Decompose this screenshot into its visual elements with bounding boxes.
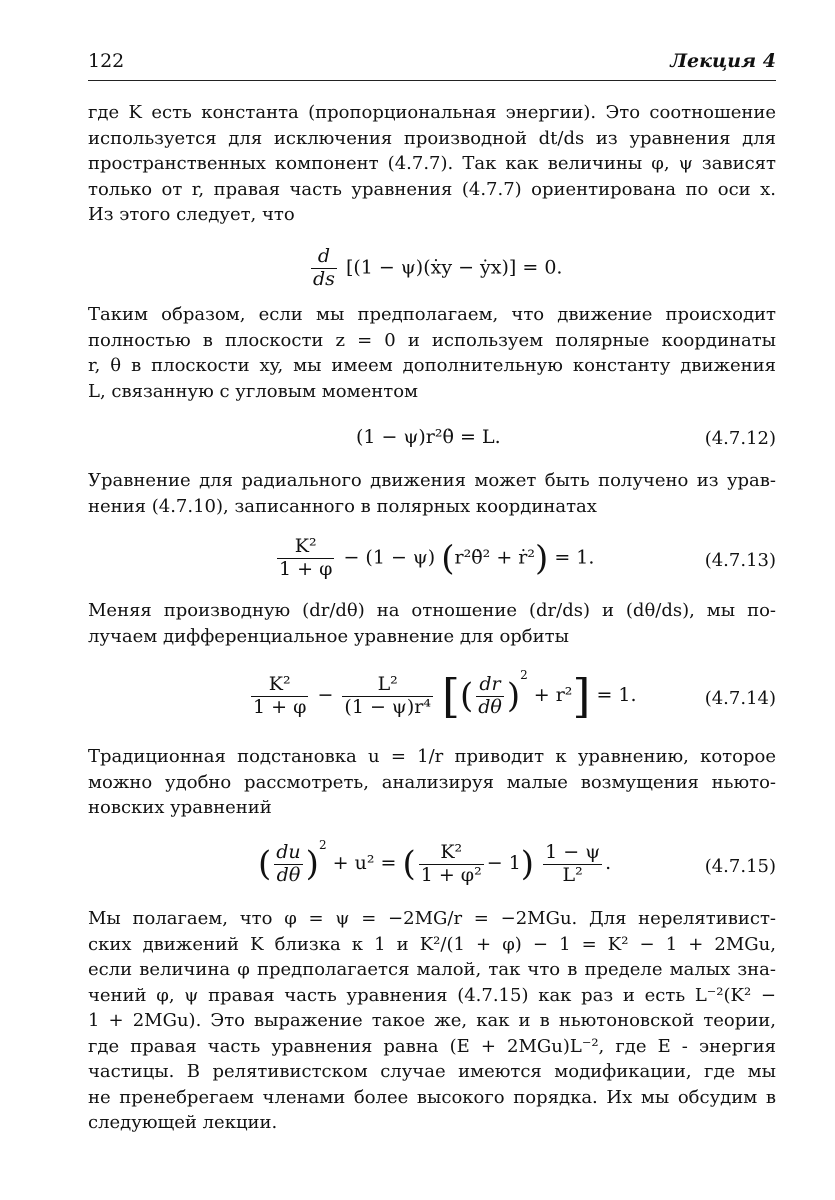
text-line: можно удобно рассмотреть, анализируя малые возмущения ньюто- <box>88 771 776 793</box>
text-line: 1 + 2MGu). Это выражение такое же, как и в ньютоновской теории, <box>88 1010 776 1031</box>
header-rule <box>88 80 776 81</box>
paragraph-6 <box>88 906 776 1136</box>
right-paren: ) <box>506 676 521 716</box>
fraction-denominator: 1 + φ <box>253 695 307 718</box>
equation-body <box>248 668 637 723</box>
fraction-denominator: dθ <box>274 864 302 887</box>
text-line: следующей лекции. <box>88 1112 278 1133</box>
text-line: где правая часть уравнения равна (E + 2MGu)L⁻², где E - энергия <box>88 1035 776 1057</box>
text-line: новских уравнений <box>88 797 272 818</box>
equation-body <box>274 536 594 581</box>
paragraph-2 <box>88 302 776 404</box>
equation-body <box>308 246 562 291</box>
paragraph-5 <box>88 744 776 821</box>
text-line: если величина φ предполагается малой, так что в пределе малых зна- <box>88 959 776 980</box>
text-line: не пренебрегаем членами более высокого порядка. Их мы обсудим в <box>88 1086 776 1108</box>
text-line: Уравнение для радиального движения может быть получено из урав- <box>88 470 776 491</box>
left-paren: ( <box>402 844 416 884</box>
equation-rhs: = 1. <box>596 684 637 706</box>
text-line: нения (4.7.10), записанного в полярных координатах <box>88 495 597 517</box>
page-number: 122 <box>88 50 125 72</box>
fraction-denominator: (1 − ψ)r⁴ <box>344 695 431 718</box>
fraction-k <box>419 842 484 887</box>
running-title: Лекция 4 <box>670 50 776 72</box>
text-line: пространственных компонент (4.7.7). Так как величины φ, ψ зависят <box>88 153 776 174</box>
fraction-numerator: 1 − ψ <box>545 840 601 863</box>
text-line: Меняя производную (dr/dθ) на отношение (dr/ds) и (dθ/ds), мы по- <box>88 600 776 621</box>
fraction-denominator: ds <box>313 267 335 290</box>
minus-sign: − <box>317 684 334 706</box>
equation-middle: − (1 − ψ) <box>343 546 436 569</box>
paragraph-4 <box>88 598 776 649</box>
text-line: частицы. В релятивистском случае имеются модификации, где мы <box>88 1061 776 1082</box>
fraction-du-dtheta <box>274 842 302 887</box>
equation-number: (4.7.15) <box>704 856 776 877</box>
equation-body: (1 − ψ)r²θ̇ = L. <box>356 426 501 448</box>
fraction-2 <box>342 674 433 719</box>
fraction-denominator: 1 + φ² <box>420 863 482 886</box>
equation-4-7-15 <box>88 836 776 902</box>
equation-rest: [(1 − ψ)(ẋy − ẏx)] = 0. <box>345 256 563 279</box>
fraction-numerator: dr <box>479 672 501 695</box>
equation-number: (4.7.14) <box>704 688 776 709</box>
paragraph-1 <box>88 100 776 228</box>
text-line: Таким образом, если мы предполагаем, что движение происходит <box>88 304 776 325</box>
fraction-rhs <box>543 842 602 887</box>
text-line: полностью в плоскости z = 0 и используем полярные координаты <box>88 329 776 351</box>
text-line: только от r, правая часть уравнения (4.7.7) ориентирована по оси x. <box>88 178 776 200</box>
text-line: Мы полагаем, что φ = ψ = −2MG/r = −2MGu. Для нерелятивист- <box>88 908 776 929</box>
text-line: используется для исключения производной dt/ds из уравнения для <box>88 127 776 149</box>
text-line: чений φ, ψ правая часть уравнения (4.7.15) как раз и есть L⁻²(K² − <box>88 984 776 1006</box>
left-paren: ( <box>258 844 272 884</box>
equation-number: (4.7.12) <box>704 428 776 449</box>
fraction-denominator: 1 + φ <box>279 557 333 580</box>
fraction-dr-dtheta <box>476 674 504 719</box>
fraction-numerator: K² <box>268 672 291 695</box>
equation-rhs: = 1. <box>554 546 595 569</box>
equation-unnumbered <box>88 246 776 298</box>
fraction <box>277 536 334 581</box>
right-paren: ) <box>305 844 319 884</box>
text-line: L, связанную с угловым моментом <box>88 380 419 402</box>
left-bracket: [ <box>441 669 460 723</box>
fraction-1 <box>251 674 308 719</box>
fraction-d-ds <box>311 246 337 291</box>
exponent: 2 <box>520 668 528 682</box>
equation-4-7-13 <box>88 534 776 592</box>
equation-4-7-14 <box>88 664 776 736</box>
equation-4-7-12 <box>88 426 776 456</box>
equation-inner: r²θ̇² + ṙ² <box>454 546 535 569</box>
equation-body <box>258 838 611 886</box>
text-line: где K есть константа (пропорциональная энергии). Это соотношение <box>88 102 776 123</box>
text-line: лучаем дифференциальное уравнение для орбиты <box>88 625 569 647</box>
text-line: Традиционная подстановка u = 1/r приводит к уравнению, которое <box>88 746 776 767</box>
text-line: ских движений K близка к 1 и K²/(1 + φ) − 1 = K² − 1 + 2MGu, <box>88 933 776 955</box>
fraction-numerator: du <box>276 840 301 863</box>
right-bracket: ] <box>572 669 591 723</box>
fraction-numerator: K² <box>294 535 317 557</box>
left-paren: ( <box>441 538 455 579</box>
fraction-numerator: d <box>317 245 331 267</box>
right-paren: ) <box>535 538 549 579</box>
equation-end: . <box>605 852 612 874</box>
equation-number: (4.7.13) <box>704 550 776 571</box>
left-paren: ( <box>459 676 474 716</box>
fraction-numerator: K² <box>440 840 463 863</box>
equation-mid: + u² = <box>332 852 397 874</box>
fraction-denominator: L² <box>543 864 602 887</box>
text-line: r, θ в плоскости xy, мы имеем дополнительную константу движения <box>88 355 776 376</box>
page-header <box>88 50 776 76</box>
fraction-denominator: dθ <box>478 695 502 718</box>
fraction-numerator: L² <box>377 672 398 695</box>
text-line: Из этого следует, что <box>88 204 295 225</box>
exponent: 2 <box>318 838 327 852</box>
minus-one: − 1 <box>486 852 521 874</box>
paragraph-3 <box>88 468 776 519</box>
equation-tail: + r² <box>533 684 573 706</box>
right-paren: ) <box>520 844 535 884</box>
